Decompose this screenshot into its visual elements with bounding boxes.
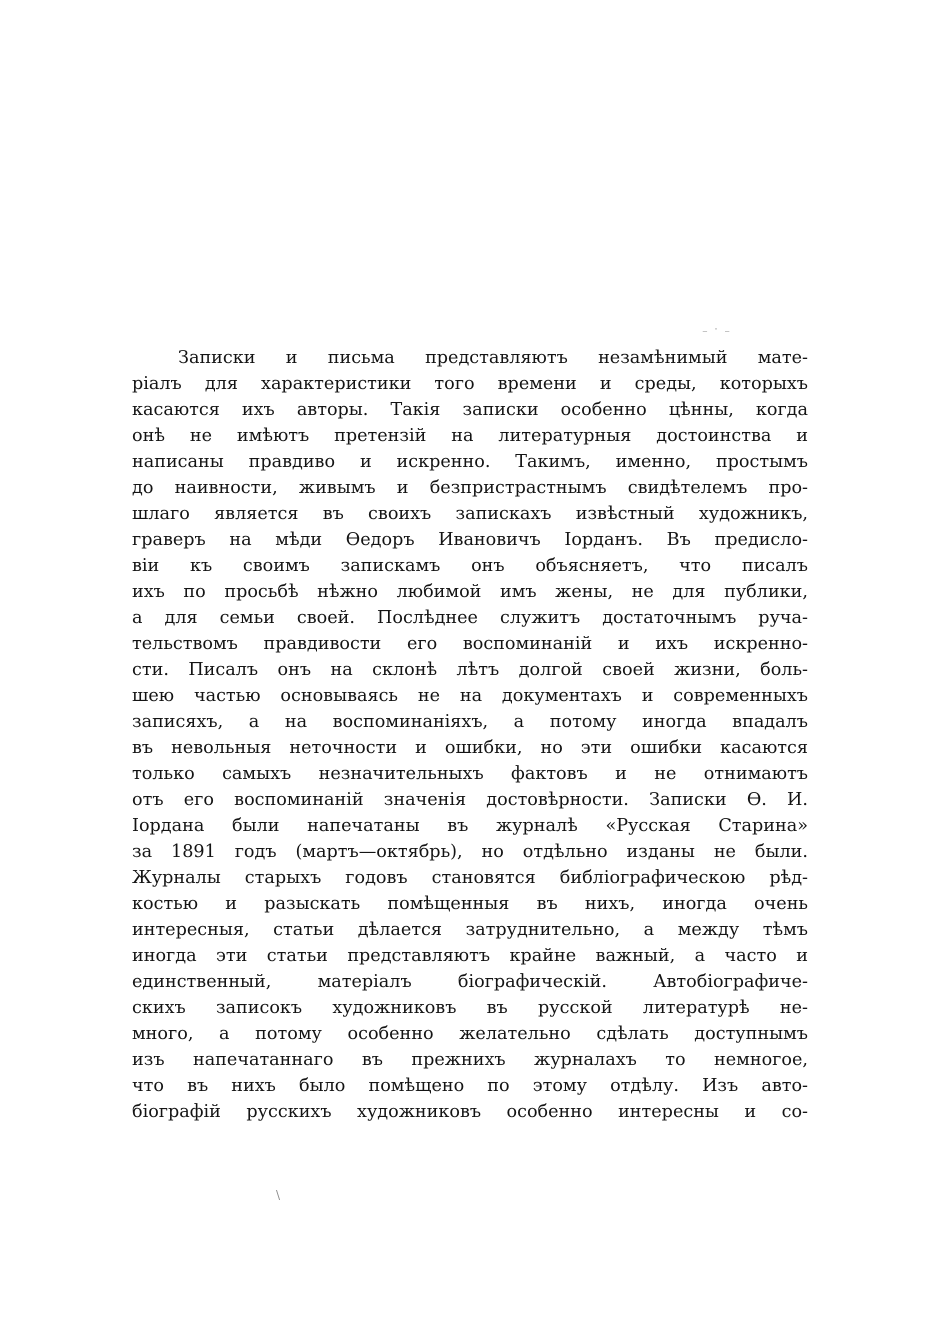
text-line: до наивности, живымъ и безпристрастнымъ свидѣтелемъ про- <box>132 478 808 498</box>
text-line: біографій русскихъ художниковъ особенно интересны и со- <box>132 1102 808 1122</box>
ink-speck-mark: \ <box>276 1188 281 1202</box>
text-line: записяхъ, а на воспоминаніяхъ, а потому иногда впадалъ <box>132 712 808 732</box>
text-line: граверъ на мѣди Ѳедоръ Ивановичъ Іорданъ. Въ предисло- <box>132 530 808 550</box>
text-line: Журналы старыхъ годовъ становятся библіографическою рѣд- <box>132 868 808 888</box>
text-line: интересныя, статьи дѣлается затруднительно, а между тѣмъ <box>132 920 808 940</box>
text-line: изъ напечатаннаго въ прежнихъ журналахъ то немногое, <box>132 1050 808 1070</box>
text-line: костью и разыскать помѣщенныя въ нихъ, иногда очень <box>132 894 808 914</box>
text-line: написаны правдиво и искренно. Такимъ, именно, простымъ <box>132 452 808 472</box>
text-line: сти. Писалъ онъ на склонѣ лѣтъ долгой своей жизни, боль- <box>132 660 808 680</box>
ink-speck-mark: ⁻ ˙ ⁻ <box>702 327 732 340</box>
text-line: въ невольныя неточности и ошибки, но эти ошибки касаются <box>132 738 808 758</box>
text-line: а для семьи своей. Послѣднее служитъ достаточнымъ руча- <box>132 608 808 628</box>
text-line: шею частью основываясь не на документахъ и современныхъ <box>132 686 808 706</box>
text-line: ихъ по просьбѣ нѣжно любимой имъ жены, не для публики, <box>132 582 808 602</box>
text-line: віи къ своимъ запискамъ онъ объясняетъ, что писалъ <box>132 556 808 576</box>
text-line: много, а потому особенно желательно сдѣлать доступнымъ <box>132 1024 808 1044</box>
text-line: онѣ не имѣютъ претензій на литературныя достоинства и <box>132 426 808 446</box>
text-line: шлаго является въ своихъ запискахъ извѣстный художникъ, <box>132 504 808 524</box>
text-line: единственный, матеріалъ біографическій. Автобіографиче- <box>132 972 808 992</box>
paragraph-text <box>132 345 808 1125</box>
text-line: что въ нихъ было помѣщено по этому отдѣлу. Изъ авто- <box>132 1076 808 1096</box>
text-line: ріалъ для характеристики того времени и среды, которыхъ <box>132 374 808 394</box>
text-line: касаются ихъ авторы. Такія записки особенно цѣнны, когда <box>132 400 808 420</box>
text-line: иногда эти статьи представляютъ крайне важный, а часто и <box>132 946 808 966</box>
text-line: скихъ записокъ художниковъ въ русской литературѣ не- <box>132 998 808 1018</box>
text-line: за 1891 годъ (мартъ—октябрь), но отдѣльно изданы не были. <box>132 842 808 862</box>
text-line: тельствомъ правдивости его воспоминаній и ихъ искренно- <box>132 634 808 654</box>
text-line: отъ его воспоминаній значенія достовѣрности. Записки Ѳ. И. <box>132 790 808 810</box>
text-line: только самыхъ незначительныхъ фактовъ и не отнимаютъ <box>132 764 808 784</box>
text-line: Іордана были напечатаны въ журналѣ «Русская Старина» <box>132 816 808 836</box>
text-line: Записки и письма представляютъ незамѣнимый мате- <box>178 348 808 368</box>
